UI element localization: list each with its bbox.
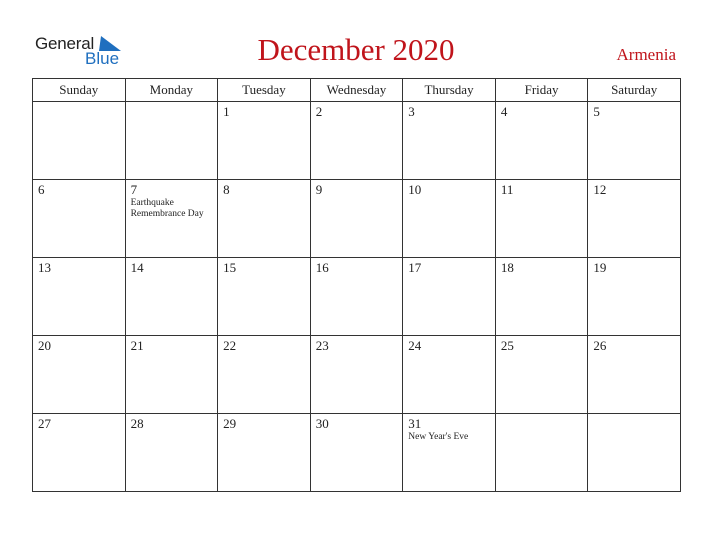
day-cell bbox=[218, 414, 311, 492]
day-number: 24 bbox=[408, 338, 422, 353]
weekday-header: Friday bbox=[495, 79, 588, 102]
day-cell bbox=[310, 258, 403, 336]
day-number: 18 bbox=[500, 260, 514, 275]
day-number: 19 bbox=[593, 260, 607, 275]
day-cell bbox=[403, 414, 496, 492]
day-cell bbox=[33, 180, 126, 258]
weekday-header: Wednesday bbox=[310, 79, 403, 102]
holiday-label: New Year's Eve bbox=[408, 432, 469, 442]
day-cell bbox=[218, 336, 311, 414]
day-number: 25 bbox=[500, 338, 514, 353]
day-number: 8 bbox=[223, 182, 230, 197]
day-number: 15 bbox=[223, 260, 237, 275]
logo-text-general: General bbox=[35, 34, 95, 53]
day-cell bbox=[125, 258, 218, 336]
day-cell bbox=[495, 102, 588, 180]
day-number: 27 bbox=[38, 416, 51, 431]
weekday-header: Sunday bbox=[33, 79, 126, 102]
day-number: 23 bbox=[315, 338, 329, 353]
weekday-header: Saturday bbox=[588, 79, 681, 102]
week-row bbox=[33, 258, 681, 336]
day-cell bbox=[33, 414, 126, 492]
logo-text-blue: Blue bbox=[85, 49, 120, 68]
day-number: 17 bbox=[408, 260, 422, 275]
day-number: 30 bbox=[315, 416, 329, 431]
day-cell bbox=[125, 336, 218, 414]
day-number: 26 bbox=[593, 338, 607, 353]
day-number: 3 bbox=[408, 104, 415, 119]
week-row bbox=[33, 102, 681, 180]
day-number: 11 bbox=[500, 182, 514, 197]
day-cell bbox=[218, 258, 311, 336]
country-name: Armenia bbox=[616, 45, 676, 64]
day-number: 29 bbox=[223, 416, 237, 431]
day-number: 28 bbox=[130, 416, 144, 431]
day-cell bbox=[33, 102, 126, 180]
week-row bbox=[33, 180, 681, 258]
week-row bbox=[33, 414, 681, 492]
day-number: 22 bbox=[223, 338, 237, 353]
day-number: 13 bbox=[38, 260, 51, 275]
weekday-header: Tuesday bbox=[218, 79, 311, 102]
day-cell bbox=[33, 258, 126, 336]
day-cell bbox=[218, 180, 311, 258]
day-number: 6 bbox=[38, 182, 45, 197]
day-cell bbox=[403, 258, 496, 336]
day-cell bbox=[403, 102, 496, 180]
day-number: 1 bbox=[223, 104, 230, 119]
calendar-title: December 2020 bbox=[257, 32, 455, 67]
day-cell bbox=[588, 102, 681, 180]
day-cell bbox=[310, 414, 403, 492]
day-cell bbox=[495, 414, 588, 492]
day-number: 9 bbox=[315, 182, 323, 197]
weekday-header: Thursday bbox=[403, 79, 496, 102]
day-cell bbox=[495, 180, 588, 258]
day-cell bbox=[588, 336, 681, 414]
day-number: 14 bbox=[130, 260, 144, 275]
day-number: 2 bbox=[315, 104, 323, 119]
day-cell bbox=[588, 258, 681, 336]
day-number: 16 bbox=[315, 260, 329, 275]
day-number: 4 bbox=[500, 104, 508, 119]
day-cell bbox=[403, 336, 496, 414]
holiday-label: Earthquake Remembrance Day bbox=[130, 198, 204, 219]
day-cell bbox=[588, 414, 681, 492]
day-number: 12 bbox=[593, 182, 607, 197]
day-cell bbox=[403, 180, 496, 258]
day-cell bbox=[310, 102, 403, 180]
day-cell bbox=[125, 180, 218, 258]
day-number: 10 bbox=[408, 182, 422, 197]
day-number: 31 bbox=[408, 416, 422, 431]
day-number: 21 bbox=[130, 338, 144, 353]
day-cell bbox=[125, 414, 218, 492]
day-cell bbox=[33, 336, 126, 414]
day-cell bbox=[310, 180, 403, 258]
day-cell bbox=[218, 102, 311, 180]
weekday-header: Monday bbox=[125, 79, 218, 102]
day-cell bbox=[495, 258, 588, 336]
day-number: 20 bbox=[38, 338, 51, 353]
day-cell bbox=[310, 336, 403, 414]
day-cell bbox=[495, 336, 588, 414]
week-row bbox=[33, 336, 681, 414]
day-number: 7 bbox=[130, 182, 138, 197]
day-cell bbox=[125, 102, 218, 180]
day-number: 5 bbox=[593, 104, 600, 119]
weekday-header-row bbox=[33, 79, 681, 102]
calendar-grid bbox=[32, 78, 681, 492]
day-cell bbox=[588, 180, 681, 258]
